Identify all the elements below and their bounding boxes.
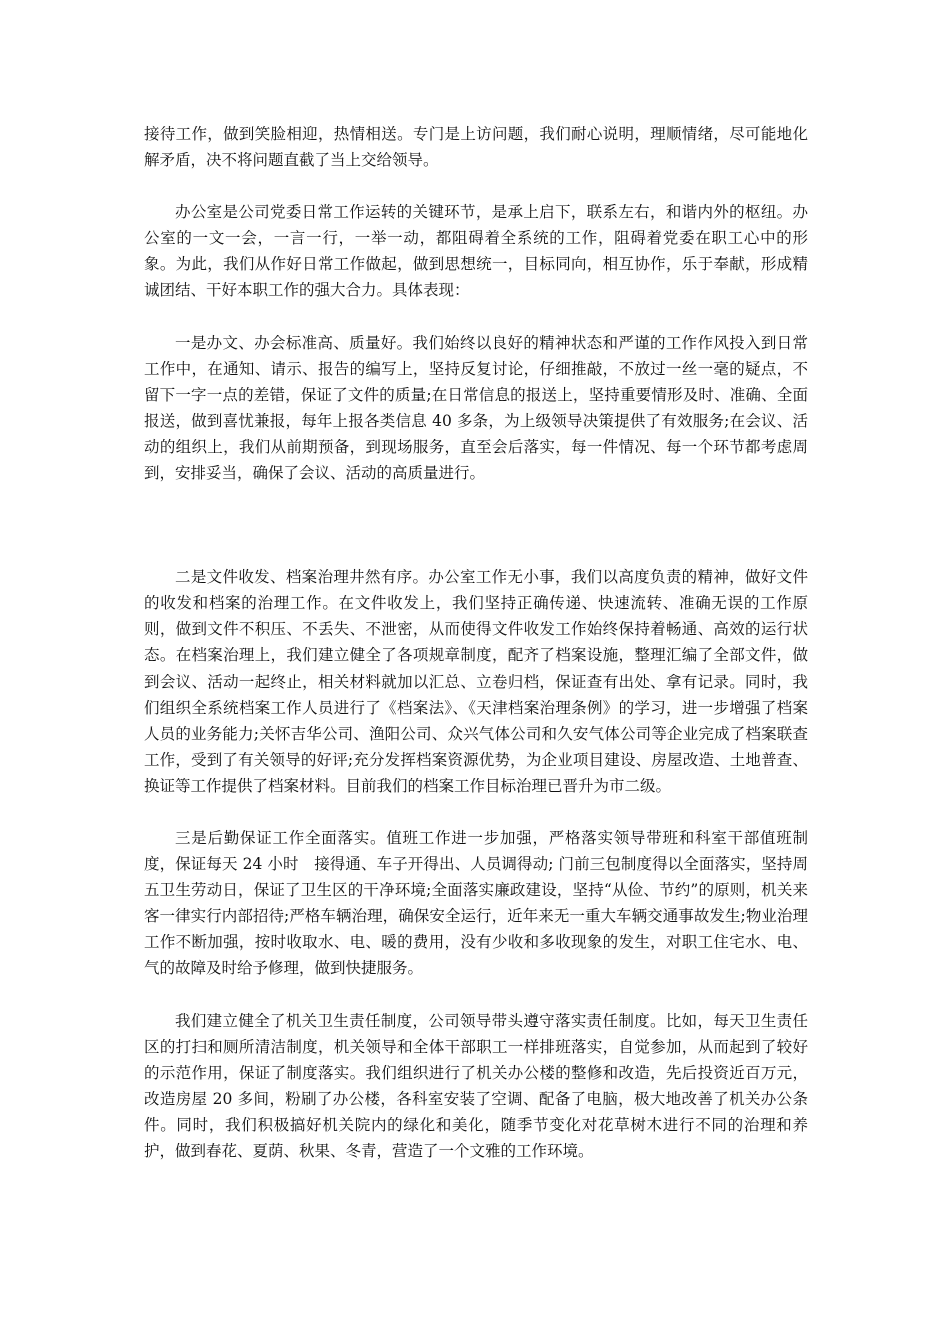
paragraph-logistics-support: 三是后勤保证工作全面落实。值班工作进一步加强，严格落实领导带班和科室干部值班制度，保证每天 24 小时 接得通、车子开得出、人员调得动; 门前三包制度得以全面落实，坚持周五卫生劳动日，保证了卫生区的干净环境;全面落实廉政建设，坚持“从俭、节约”的原则，机关来客一律实行内部招待;严格车辆治理，确保安全运行，近年来无一重大车辆交通事故发生;物业治理工作不断加强，按时收取水、电、暖的费用，没有少收和多收现象的发生，对职工住宅水、电、气的故障及时给予修理，做到快捷服务。 xyxy=(144,828,808,978)
paragraph-reception-continued: 接待工作，做到笑脸相迎，热情相送。专门是上访问题，我们耐心说明，理顺情绪，尽可能地化解矛盾，决不将问题直截了当上交给领导。 xyxy=(144,125,808,170)
paragraph-file-archive-management: 二是文件收发、档案治理井然有序。办公室工作无小事，我们以高度负责的精神，做好文件的收发和档案的治理工作。在文件收发上，我们坚持正确传递、快速流转、准确无误的工作原则，做到文件不积压、不丢失、不泄密，从而使得文件收发工作始终保持着畅通、高效的运行状态。在档案治理上，我们建立健全了各项规章制度，配齐了档案设施，整理汇编了全部文件，做到会议、活动一起终止，相关材料就加以汇总、立卷归档，保证查有出处、拿有记录。同时，我们组织全系统档案工作人员进行了《档案法》、《天津档案治理条例》的学习，进一步增强了档案人员的业务能力;关怀吉华公司、渔阳公司、众兴气体公司和久安气体公司等企业完成了档案联查工作，受到了有关领导的好评;充分发挥档案资源优势，为企业项目建设、房屋改造、土地普查、换证等工作提供了档案材料。目前我们的档案工作目标治理已晋升为市二级。 xyxy=(144,568,808,795)
paragraph-hygiene-responsibility: 我们建立健全了机关卫生责任制度，公司领导带头遵守落实责任制度。比如，每天卫生责任区的打扫和厕所清洁制度，机关领导和全体干部职工一样排班落实，自觉参加，从而起到了较好的示范作用，保证了制度落实。我们组织进行了机关办公楼的整修和改造，先后投资近百万元，改造房屋 20 多间，粉刷了办公楼，各科室安装了空调、配备了电脑，极大地改善了机关办公条件。同时，我们积极搞好机关院内的绿化和美化，随季节变化对花草树木进行不同的治理和养护，做到春花、夏荫、秋果、冬青，营造了一个文雅的工作环境。 xyxy=(144,1011,808,1160)
paragraph-document-meeting-quality: 一是办文、办会标准高、质量好。我们始终以良好的精神状态和严谨的工作作风投入到日常工作中，在通知、请示、报告的编写上，坚持反复讨论，仔细推敲，不放过一丝一毫的疑点，不留下一字一点的差错，保证了文件的质量;在日常信息的报送上，坚持重要情形及时、准确、全面报送，做到喜忧兼报，每年上报各类信息 40 多条，为上级领导决策提供了有效服务;在会议、活动的组织上，我们从前期预备，到现场服务，直至会后落实，每一件情况、每一个环节都考虑周到，安排妥当，确保了会议、活动的高质量进行。 xyxy=(144,333,808,483)
document-body xyxy=(144,121,808,1164)
paragraph-office-role: 办公室是公司党委日常工作运转的关键环节，是承上启下，联系左右，和谐内外的枢纽。办公室的一文一会，一言一行，一举一动，都阻碍着全系统的工作，阻碍着党委在职工心中的形象。为此，我们从作好日常工作做起，做到思想统一，目标同向，相互协作，乐于奉献，形成精诚团结、干好本职工作的强大合力。具体表现： xyxy=(144,203,808,300)
